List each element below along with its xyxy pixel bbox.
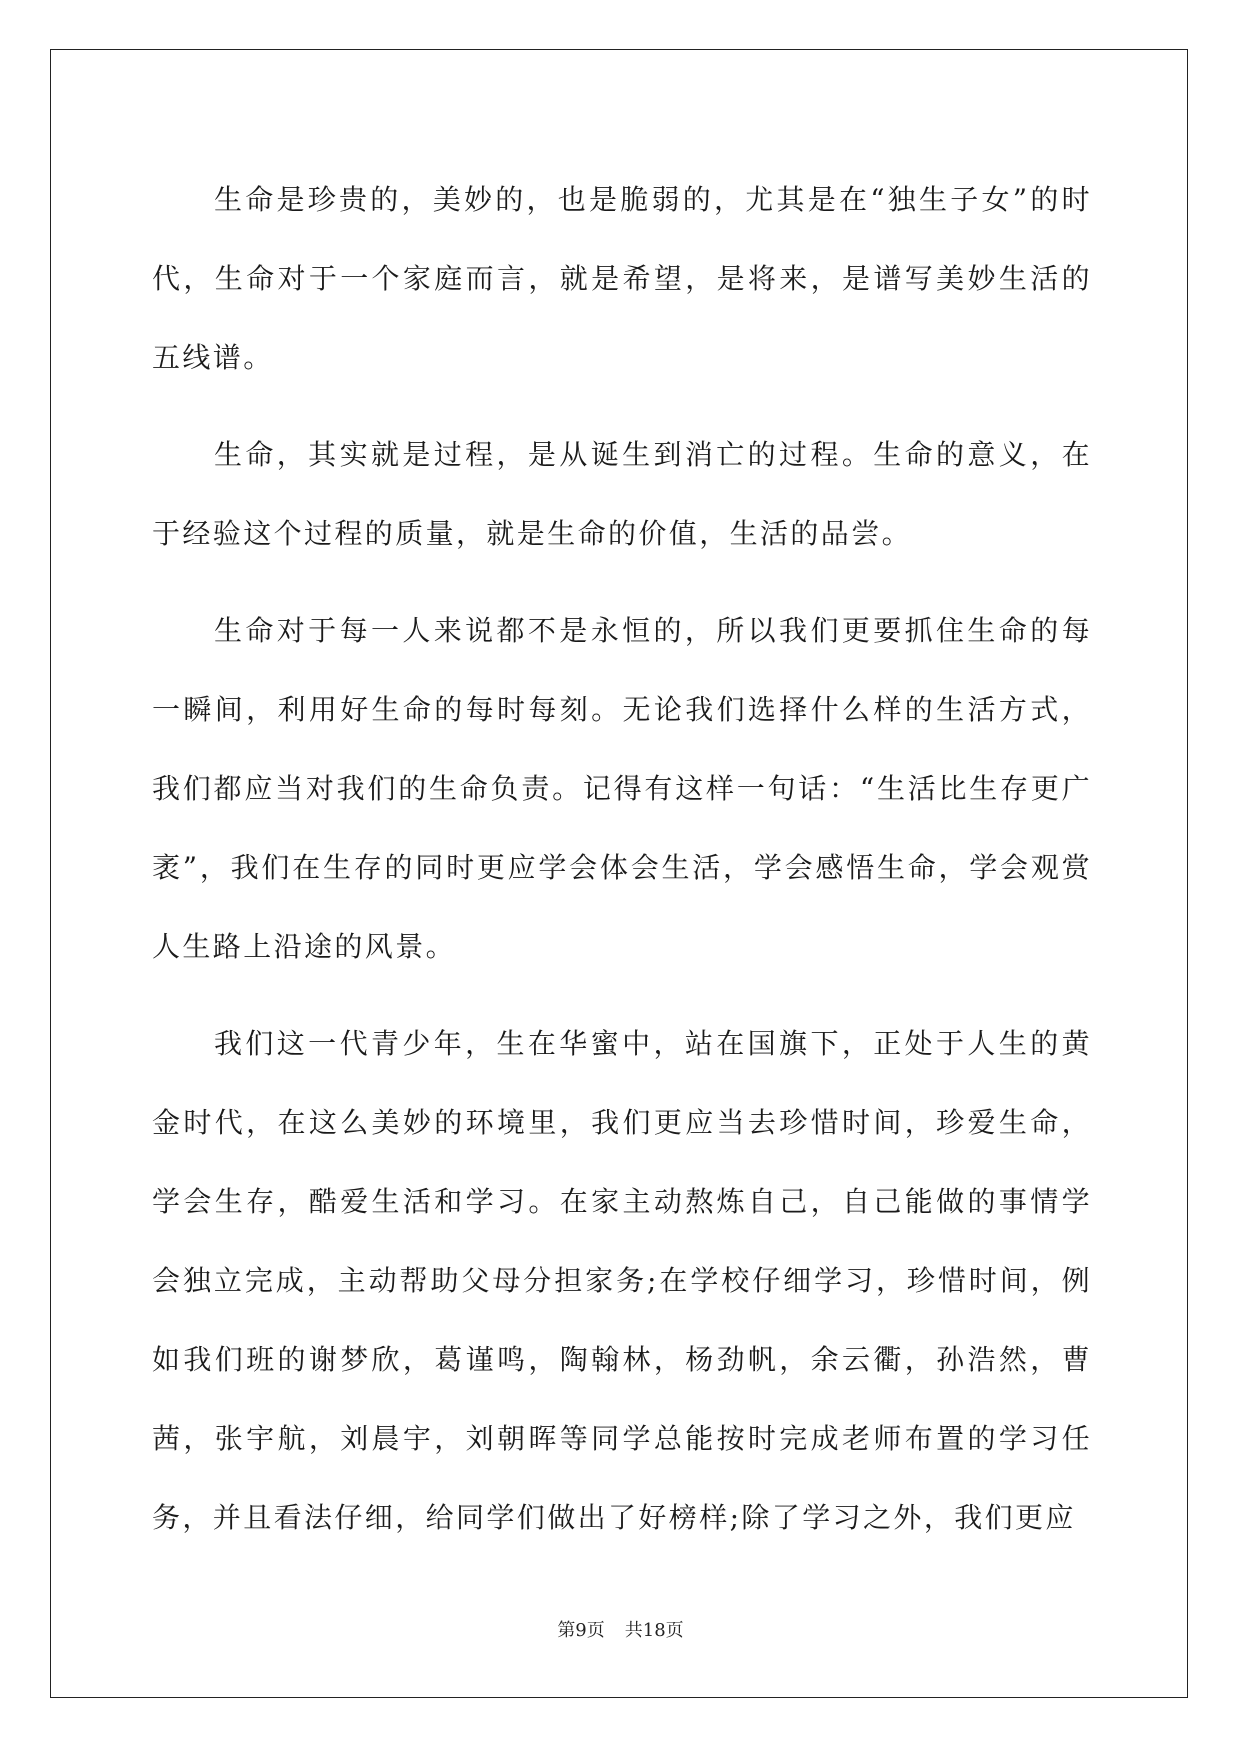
page-footer bbox=[0, 1616, 1241, 1642]
paragraph: 生命对于每一人来说都不是永恒的，所以我们更要抓住生命的每一瞬间，利用好生命的每时每刻。无论我们选择什么样的生活方式，我们都应当对我们的生命负责。记得有这样一句话：“生活比生存更广袤”，我们在生存的同时更应学会体会生活，学会感悟生命，学会观赏人生路上沿途的风景。 bbox=[152, 614, 1092, 963]
paragraph: 生命是珍贵的，美妙的，也是脆弱的，尤其是在“独生子女”的时代，生命对于一个家庭而言，就是希望，是将来，是谱写美妙生活的五线谱。 bbox=[152, 183, 1092, 374]
page-total: 共18页 bbox=[624, 1620, 684, 1641]
paragraph: 生命，其实就是过程，是从诞生到消亡的过程。生命的意义，在于经验这个过程的质量，就是生命的价值，生活的品尝。 bbox=[152, 438, 1092, 550]
page-number: 第9页 bbox=[557, 1620, 605, 1641]
paragraph: 我们这一代青少年，生在华蜜中，站在国旗下，正处于人生的黄金时代，在这么美妙的环境里，我们更应当去珍惜时间，珍爱生命，学会生存，酷爱生活和学习。在家主动熬炼自己，自己能做的事情学会独立完成，主动帮助父母分担家务;在学校仔细学习，珍惜时间，例如我们班的谢梦欣，葛谨鸣，陶翰林，杨劲帆，余云衢，孙浩然，曹茜，张宇航，刘晨宇，刘朝晖等同学总能按时完成老师布置的学习任务，并且看法仔细，给同学们做出了好榜样;除了学习之外，我们更应 bbox=[152, 1027, 1092, 1534]
document-body bbox=[152, 160, 1092, 1575]
